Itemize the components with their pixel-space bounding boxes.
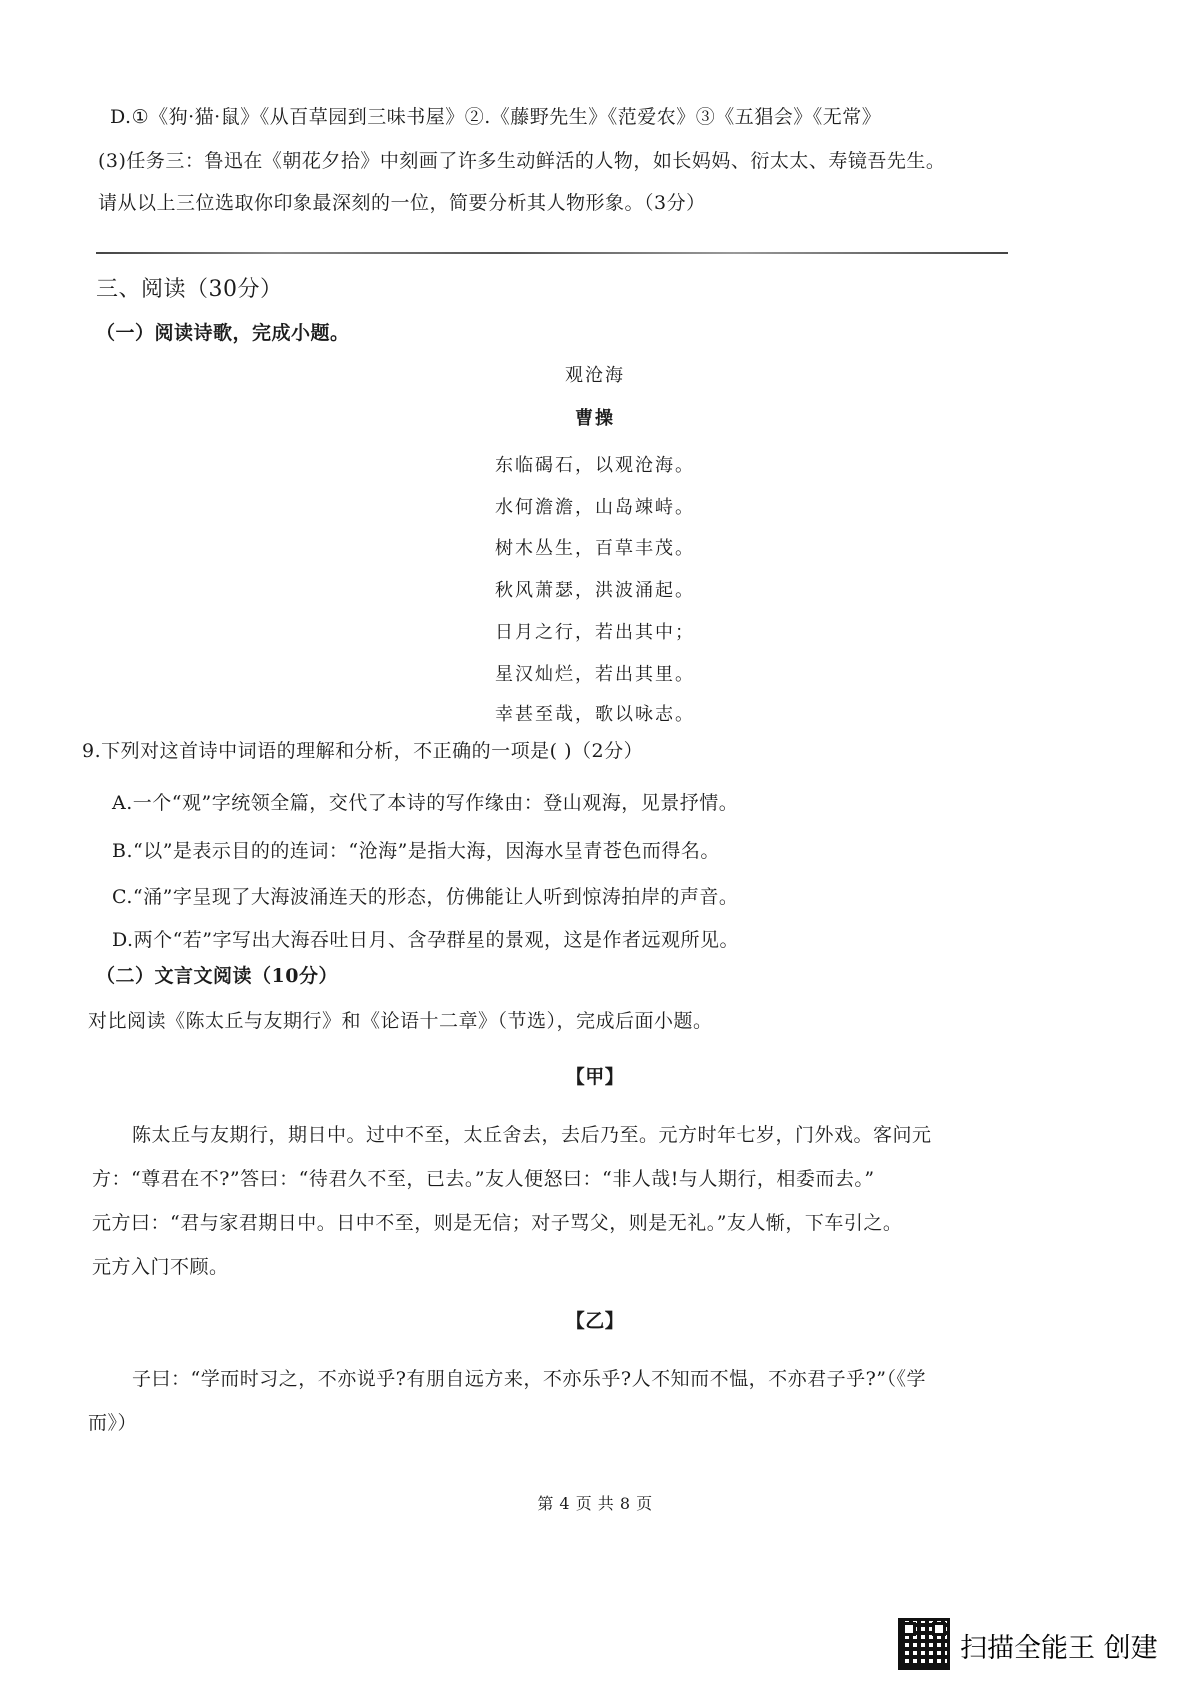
yi-line: 而》） — [88, 1412, 138, 1434]
question9-option-a: A.一个“观”字统领全篇，交代了本诗的写作缘由：登山观海，见景抒情。 — [112, 792, 739, 814]
jia-line: 元方曰：“君与家君期日中。日中不至，则是无信；对子骂父，则是无礼。”友人惭，下车引之。 — [92, 1212, 903, 1234]
jia-line: 陈太丘与友期行，期日中。过中不至，太丘舍去，去后乃至。元方时年七岁，门外戏。客问元 — [132, 1124, 932, 1146]
page-footer: 第 4 页 共 8 页 — [537, 1494, 653, 1513]
poem-line: 东临碣石，以观沧海。 — [495, 455, 695, 476]
poem-line: 树木丛生，百草丰茂。 — [495, 538, 695, 559]
poem-line: 星汉灿烂，若出其里。 — [495, 664, 695, 685]
poem-line: 幸甚至哉，歌以咏志。 — [495, 704, 695, 725]
poem-line: 日月之行，若出其中； — [495, 622, 695, 643]
question9-stem: 9.下列对这首诗中词语的理解和分析，不正确的一项是( )（2分） — [82, 740, 644, 762]
part2-title: （二）文言文阅读（10分） — [96, 965, 338, 987]
task3-line-2: 请从以上三位选取你印象最深刻的一位，简要分析其人物形象。（3分） — [98, 192, 706, 214]
jia-line: 元方入门不顾。 — [92, 1256, 229, 1278]
answer-line — [96, 252, 1008, 254]
poem-title: 观沧海 — [565, 365, 625, 386]
task3-line-1: (3)任务三：鲁迅在《朝花夕拾》中刻画了许多生动鲜活的人物，如长妈妈、衍太太、寿镜吾先生。 — [98, 150, 946, 172]
qr-code-icon — [898, 1618, 950, 1670]
question9-option-b: B.“以”是表示目的的连词：“沧海”是指大海，因海水呈青苍色而得名。 — [112, 840, 720, 862]
jia-line: 方：“尊君在不?”答曰：“待君久不至，已去。”友人便怒曰：“非人哉!与人期行，相委而去。” — [92, 1168, 875, 1190]
poem-line: 秋风萧瑟，洪波涌起。 — [495, 580, 695, 601]
poem-line: 水何澹澹，山岛竦峙。 — [495, 497, 695, 518]
jia-label: 【甲】 — [565, 1066, 625, 1088]
poem-author: 曹操 — [575, 408, 615, 429]
question9-option-c: C.“涌”字呈现了大海波涌连天的形态，仿佛能让人听到惊涛拍岸的声音。 — [112, 886, 739, 908]
part1-title: （一）阅读诗歌，完成小题。 — [96, 322, 350, 344]
yi-line: 子曰：“学而时习之，不亦说乎?有朋自远方来，不亦乐乎?人不知而不愠，不亦君子乎?”（《学 — [132, 1368, 926, 1390]
scanner-watermark: 扫描全能王 创建 — [960, 1633, 1158, 1664]
section3-title: 三、阅读（30分） — [96, 277, 283, 302]
task2-option-d: D.①《狗·猫·鼠》《从百草园到三味书屋》②.《藤野先生》《范爱农》③《五猖会》《无常》 — [110, 106, 882, 128]
yi-label: 【乙】 — [565, 1310, 625, 1332]
question9-option-d: D.两个“若”字写出大海吞吐日月、含孕群星的景观，这是作者远观所见。 — [112, 929, 740, 951]
part2-intro: 对比阅读《陈太丘与友期行》和《论语十二章》（节选），完成后面小题。 — [88, 1010, 713, 1032]
